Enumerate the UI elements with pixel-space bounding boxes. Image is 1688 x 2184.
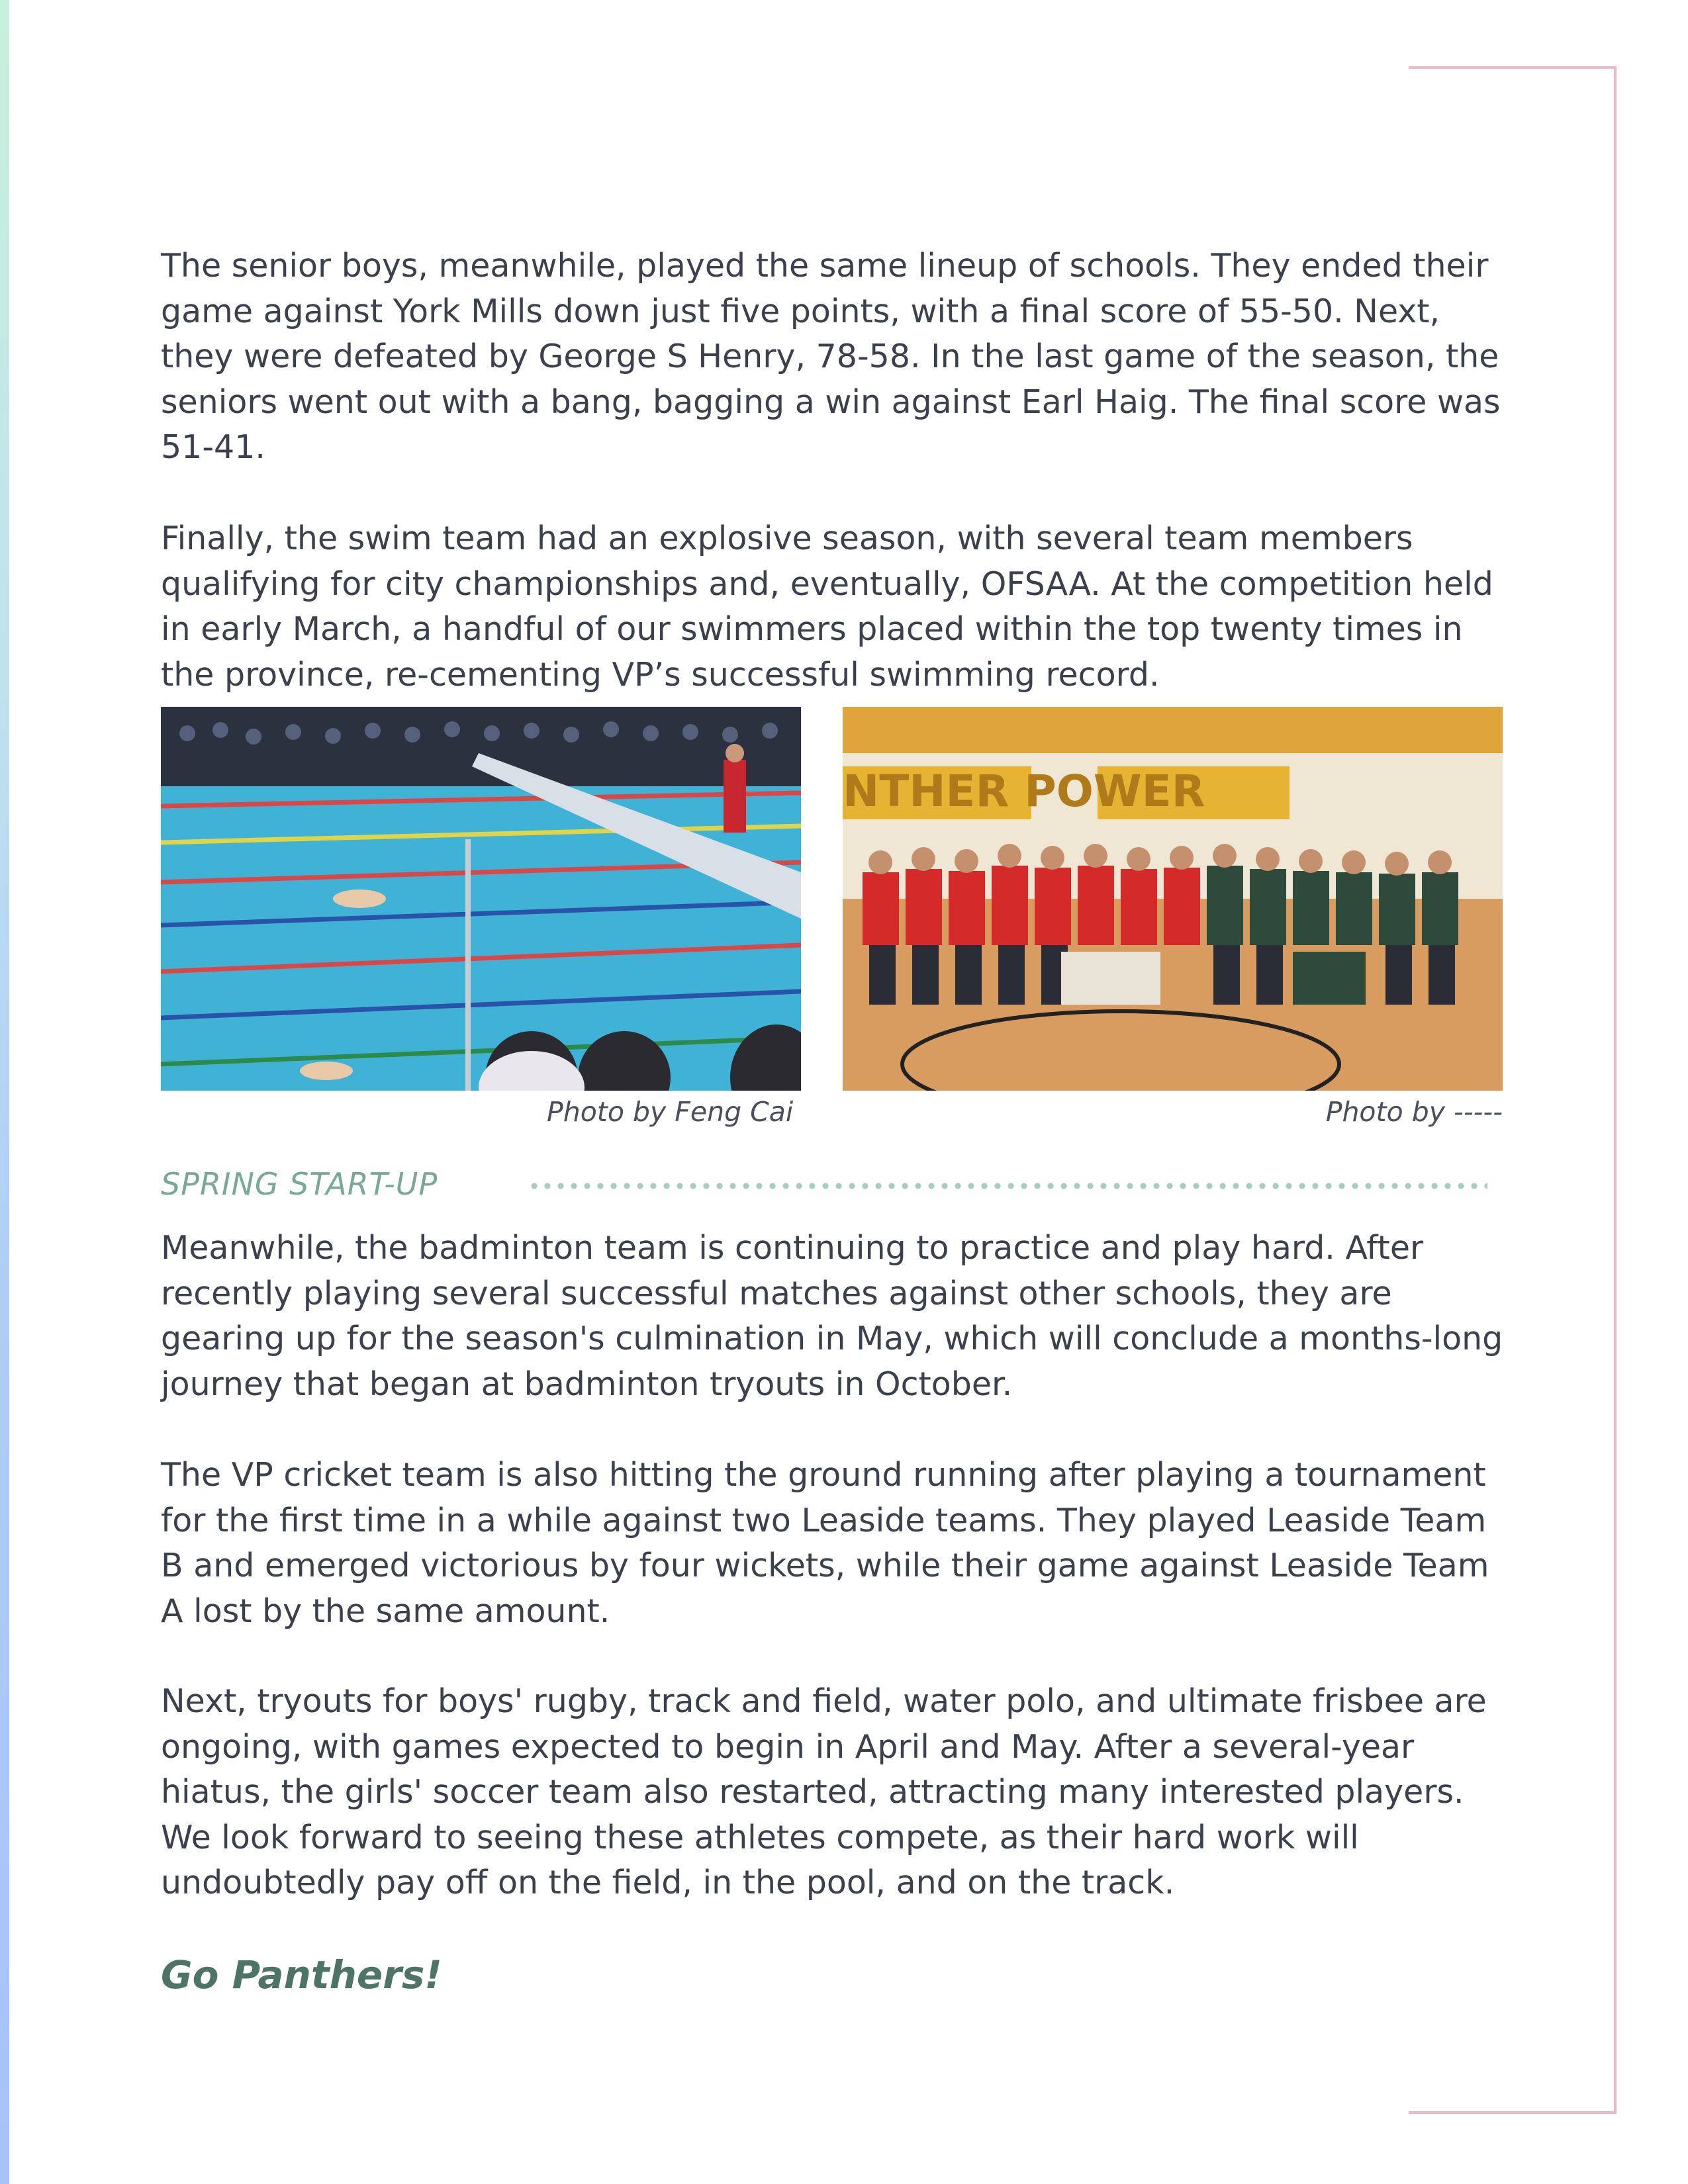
left-gradient-edge — [0, 0, 9, 2184]
swim-meet-photo — [161, 707, 801, 1091]
paragraph-cricket: The VP cricket team is also hitting the ground running after playing a tournament for the first time in a while against two Leaside teams. They played Leaside Team B and emerged victorious by four wickets, while their game against Leaside Team A lost by the same amount. — [161, 1456, 1489, 1630]
cricket-team-illustration — [843, 707, 1503, 1091]
paragraph-senior-boys: The senior boys, meanwhile, played the same lineup of schools. They ended their game against York Mills down just five points, with a final score of 55-50. Next, they were defeated by George S Henry, 78-58. In the last game of the season, the seniors went out with a bang, bagging a win against Earl Haig. The final score was 51-41. — [161, 247, 1501, 466]
frame-bottom-line — [1409, 2111, 1617, 2114]
cricket-team-photo — [843, 707, 1503, 1091]
closing-slogan: Go Panthers! — [161, 1952, 442, 1997]
team-photo-caption: Photo by ----- — [1325, 1096, 1503, 1128]
section-heading-spring: SPRING START-UP — [161, 1166, 438, 1202]
paragraph-tryouts: Next, tryouts for boys' rugby, track and field, water polo, and ultimate frisbee are ongoing, with games expected to begin in April and May. After a several-year hiatus, the girls' soccer team also restarted, attracting many interested players. We look forward to seeing these athletes compete, as their hard work will undoubtedly pay off on the field, in the pool, and on the track. — [161, 1682, 1487, 1901]
swim-photo-caption: Photo by Feng Cai — [547, 1096, 794, 1128]
swim-meet-illustration — [161, 707, 801, 1091]
frame-right-line — [1614, 66, 1617, 2114]
frame-top-line — [1409, 66, 1617, 69]
paragraph-swim-team: Finally, the swim team had an explosive season, with several team members qualifying for city championships and, eventually, OFSAA. At the competition held in early March, a handful of our swimmers placed within the top twenty times in the province, re-cementing VP’s successful swimming record. — [161, 520, 1493, 694]
dotted-divider — [528, 1182, 1487, 1190]
paragraph-badminton: Meanwhile, the badminton team is continuing to practice and play hard. After recently playing several successful matches against other schools, they are gearing up for the season's culmination in May, which will conclude a months-long journey that began at badminton tryouts in October. — [161, 1229, 1503, 1403]
banner-text: NTHER POWER — [843, 766, 1205, 817]
